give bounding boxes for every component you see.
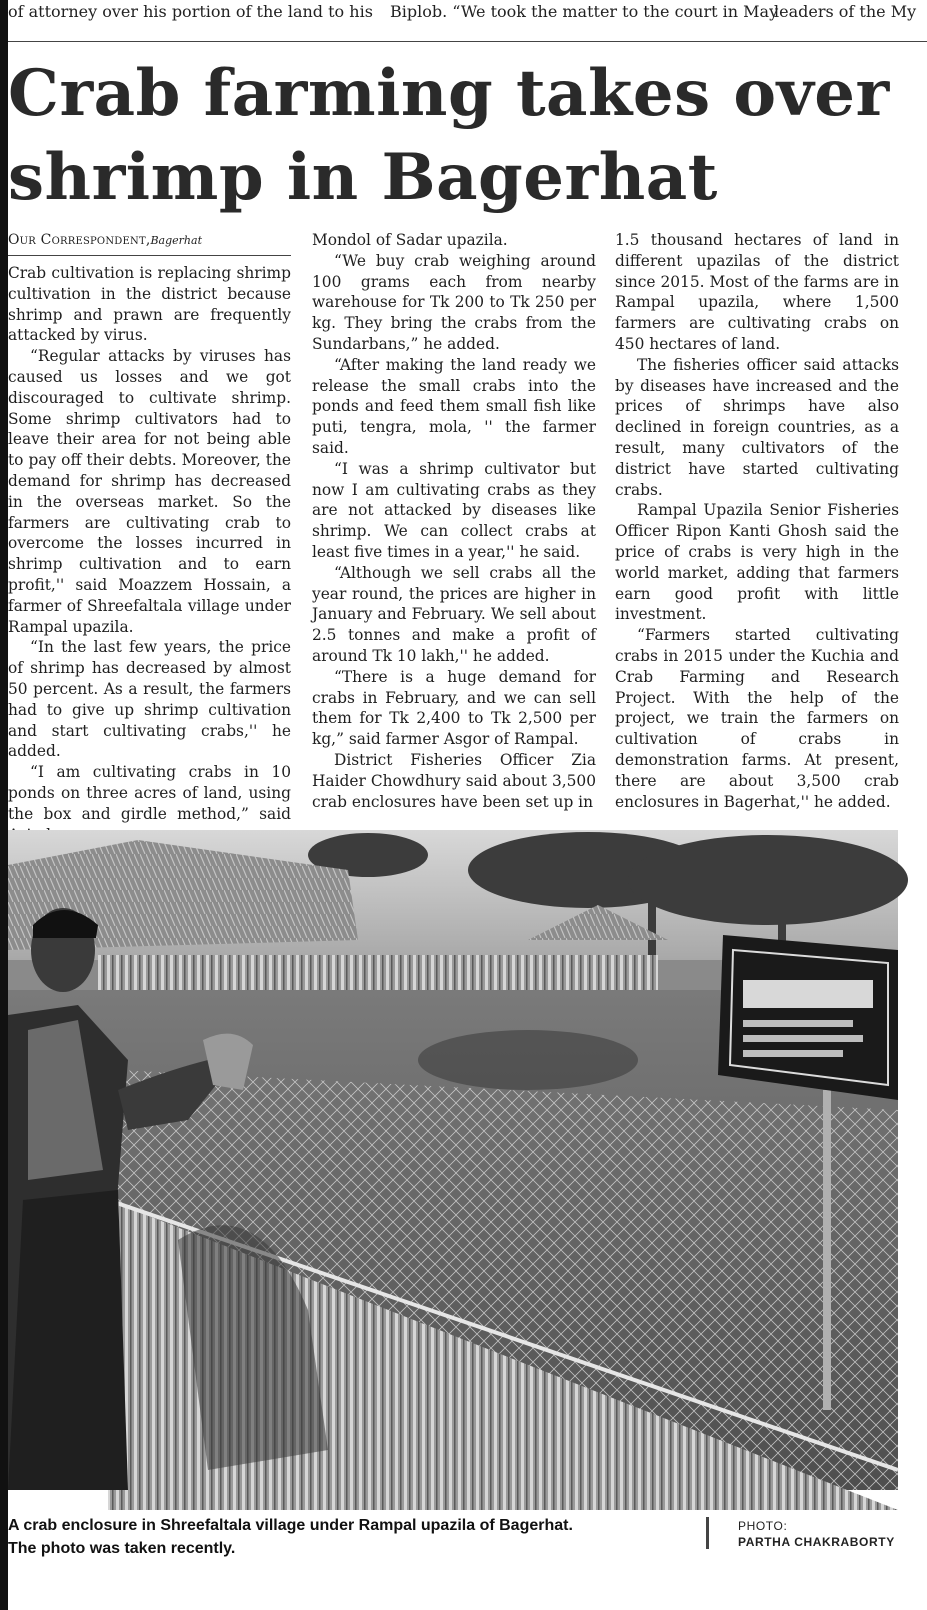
caption-line-2: The photo was taken recently. xyxy=(8,1540,236,1557)
article-paragraph: “Regular attacks by viruses has caused us losses and we got discouraged to cultivate shrimp. Some shrimp cultivators had to leave their area for not being able to pay off their debts. Moreover, the demand for shrimp has decreased in the overseas market. So the farmers are cultivating crab to overcome the losses incurred in shrimp cultivation and to earn profit,'' said Moazzem Hossain, a farmer of Shreefaltala village under Rampal upazila. xyxy=(8,347,291,636)
article-photo xyxy=(8,830,898,1490)
article-paragraph: “After making the land ready we release the small crabs into the ponds and feed them small fish like puti, tengra, mola, '' the farmer said. xyxy=(312,355,596,457)
credit-divider xyxy=(706,1517,709,1549)
article-headline xyxy=(8,52,908,220)
photo-caption xyxy=(8,1514,668,1560)
headline-line-2: shrimp in Bagerhat xyxy=(8,140,718,215)
page-left-border xyxy=(0,0,8,1610)
previous-article-snippet-col3: leaders of the My xyxy=(774,2,917,21)
caption-line-1: A crab enclosure in Shreefaltala village under Rampal upazila of Bagerhat. xyxy=(8,1517,573,1534)
article-paragraph: “There is a huge demand for crabs in February, and we can sell them for Tk 2,400 to Tk 2,500 per kg,” said farmer Asgor of Rampal. xyxy=(312,667,596,749)
article-paragraph: Crab cultivation is replacing shrimp cultivation in the district because shrimp and prawn are frequently attacked by virus. xyxy=(8,264,291,345)
byline xyxy=(8,230,291,256)
credit-name: PARTHA CHAKRABORTY xyxy=(738,1535,895,1549)
section-divider xyxy=(8,41,927,42)
byline-author: Our Correspondent, xyxy=(8,232,151,248)
article-paragraph: Rampal Upazila Senior Fisheries Officer Ripon Kanti Ghosh said the price of crabs is very high in the world market, adding that farmers earn good profit with little investment. xyxy=(615,501,899,624)
article-column-1 xyxy=(8,230,291,823)
article-paragraph: 1.5 thousand hectares of land in different upazilas of the district since 2015. Most of the farms are in Rampal upazila, where 1,500 farmers are cultivating crabs on 450 hectares of land. xyxy=(615,231,899,353)
article-column-3 xyxy=(615,230,899,820)
article-paragraph: The fisheries officer said attacks by diseases have increased and the prices of shrimps have also declined in foreign countries, as a result, many cultivators of the district have started cultivating crabs. xyxy=(615,355,899,499)
far-fence xyxy=(98,955,658,995)
article-paragraph: “In the last few years, the price of shrimp has decreased by almost 50 percent. As a result, the farmers had to give up shrimp cultivation and start cultivating crabs,'' he added. xyxy=(8,638,291,761)
article-paragraph: District Fisheries Officer Zia Haider Chowdhury said about 3,500 crab enclosures have been set up in xyxy=(312,750,596,811)
article-paragraph: “Although we sell crabs all the year round, the prices are higher in January and February. We sell about 2.5 tonnes and make a profit of around Tk 10 lakh,'' he added. xyxy=(312,563,596,665)
credit-label: PHOTO: xyxy=(738,1519,788,1533)
article-paragraph: “I am cultivating crabs in 10 ponds on three acres of land, using the box and girdle method,” said xyxy=(8,763,291,823)
previous-article-snippet-col1: of attorney over his portion of the land to his xyxy=(8,2,373,21)
article-paragraph: “I was a shrimp cultivator but now I am cultivating crabs as they are not attacked by diseases like shrimp. We can collect crabs at least five times in a year,'' he said. xyxy=(312,459,596,561)
previous-article-snippet-col2: Biplob. “We took the matter to the court in May xyxy=(390,2,779,21)
article-column-2 xyxy=(312,230,596,820)
headline-line-1: Crab farming takes over xyxy=(8,56,890,131)
article-paragraph: “We buy crab weighing around 100 grams each from nearby warehouse for Tk 200 to Tk 250 per kg. They bring the crabs from the Sundarbans,” he added. xyxy=(312,251,596,353)
photo-credit xyxy=(738,1518,895,1550)
crab-enclosure-photo xyxy=(8,830,898,1490)
article-paragraph: “Farmers started cultivating crabs in 2015 under the Kuchia and Crab Farming and Research Project. With the help of the project, we train the farmers on cultivation of crabs in demonstration farms. At present, there are about 3,500 crab enclosures in Bagerhat,'' he added. xyxy=(615,626,899,811)
article-paragraph: Mondol of Sadar upazila. xyxy=(312,231,508,249)
byline-location: Bagerhat xyxy=(150,234,202,247)
